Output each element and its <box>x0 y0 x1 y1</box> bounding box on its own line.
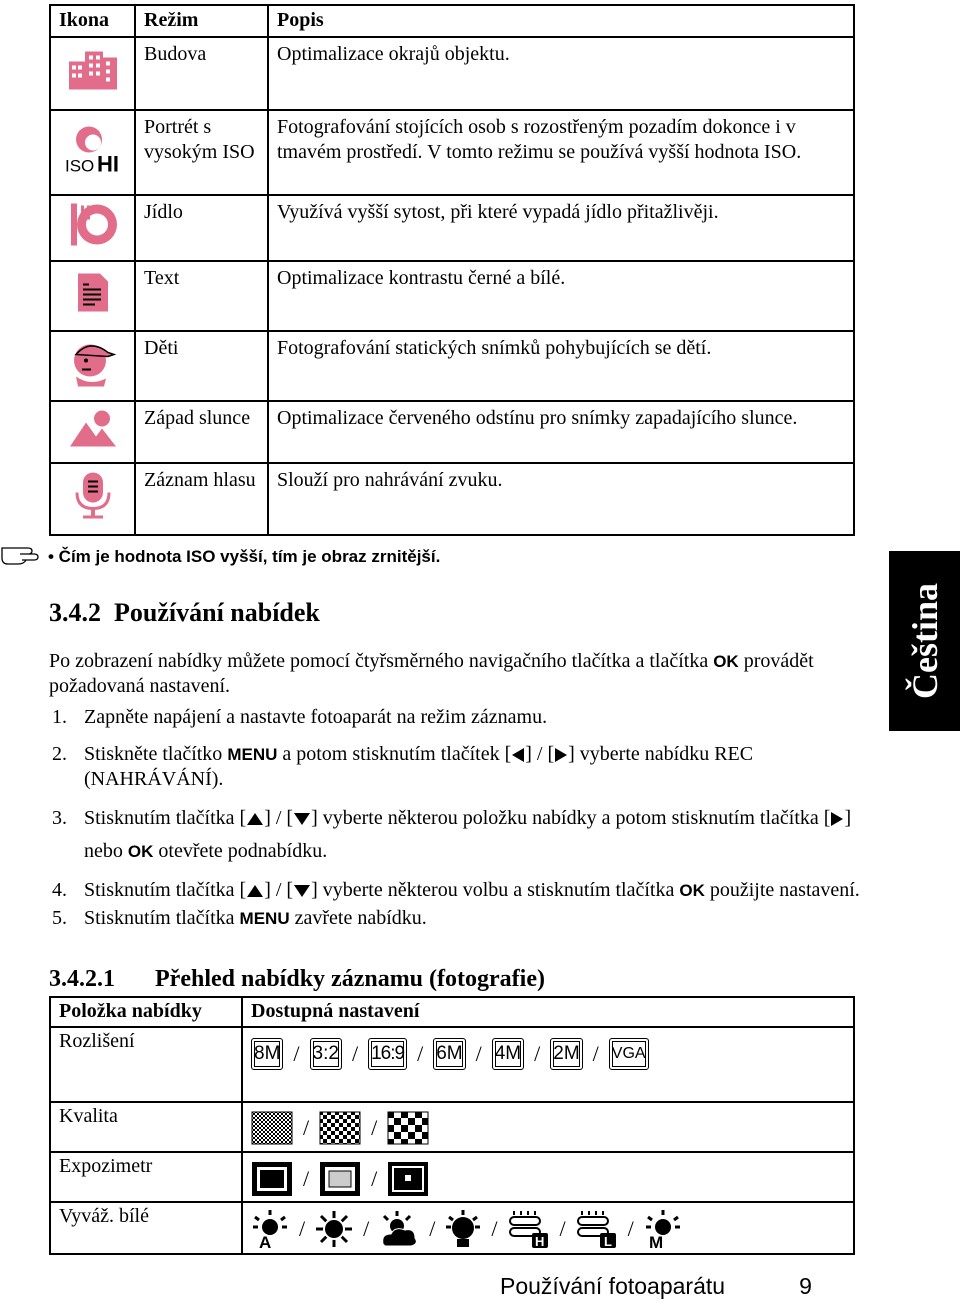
mode-name: Západ slunce <box>135 401 268 463</box>
separator: / <box>559 1216 566 1241</box>
subsection-number: 3.4.2.1 <box>49 966 115 992</box>
separator: / <box>417 1041 424 1066</box>
page-footer <box>500 1273 812 1300</box>
quality-economy-icon <box>387 1111 429 1145</box>
wb-tungsten-icon <box>445 1209 481 1249</box>
separator: / <box>592 1041 599 1066</box>
header-icon: Ikona <box>50 5 135 37</box>
ok-key: OK <box>127 842 154 861</box>
section-title: Používání nabídek <box>114 598 320 627</box>
separator: / <box>303 1166 310 1191</box>
step-text: a potom stisknutím tlačítek [ <box>277 743 512 765</box>
menu-key: MENU <box>239 909 290 928</box>
step-text: zavřete nabídku. <box>289 907 427 929</box>
step-item <box>49 705 869 730</box>
separator: / <box>299 1216 306 1241</box>
separator: / <box>293 1041 300 1066</box>
header-item: Položka nabídky <box>50 997 242 1027</box>
step-text: ] / [ <box>264 807 294 829</box>
mode-icon-cell <box>50 110 135 195</box>
mode-table <box>49 4 855 536</box>
mode-icon-cell <box>50 261 135 331</box>
note-text: • Čím je hodnota ISO vyšší, tím je obraz zrnitější. <box>48 547 441 566</box>
mode-name: Portrét s vysokým ISO <box>135 110 268 195</box>
separator: / <box>475 1041 482 1066</box>
step-item <box>49 742 869 792</box>
page-number: 9 <box>799 1273 812 1299</box>
option-8m: 8M <box>251 1038 283 1070</box>
step-item <box>49 878 869 903</box>
option-vga: VGA <box>609 1038 649 1070</box>
separator: / <box>429 1216 436 1241</box>
mode-desc: Fotografování stojících osob s rozostřeným pozadím dokonce i v tmavém prostředí. V tomto režimu se používá vyšší hodnota ISO. <box>268 110 854 195</box>
svg-text:M: M <box>648 1233 663 1249</box>
mode-desc: Slouží pro nahrávání zvuku. <box>268 463 854 535</box>
right-arrow-icon <box>554 747 568 763</box>
metering-spot-icon <box>387 1161 429 1197</box>
header-desc: Popis <box>268 5 854 37</box>
menu-table <box>49 996 855 1255</box>
menu-item: Rozlišení <box>50 1027 242 1102</box>
option-3-2: 3:2 <box>310 1038 342 1070</box>
language-tab-label: Čeština <box>904 583 945 699</box>
svg-text:HI: HI <box>96 151 119 175</box>
mode-icon-cell <box>50 37 135 110</box>
intro-text: Po zobrazení nabídky můžete pomocí čtyřsměrného navigačního tlačítka a tlačítka <box>49 650 714 672</box>
metering-average-icon <box>251 1161 293 1197</box>
separator: / <box>303 1115 310 1140</box>
svg-text:H: H <box>534 1234 544 1249</box>
child-icon <box>68 339 118 394</box>
separator: / <box>534 1041 541 1066</box>
section-number: 3.4.2 <box>49 598 101 627</box>
option-6m: 6M <box>433 1038 465 1070</box>
wb-manual-icon <box>644 1209 682 1249</box>
step-text: ] nebo <box>84 807 852 862</box>
right-arrow-icon <box>830 811 844 827</box>
svg-text:ISO: ISO <box>64 156 94 175</box>
step-text: ] vyberte některou položku nabídky a potom stisknutím tlačítka [ <box>311 807 831 829</box>
building-icon <box>67 49 119 98</box>
mode-desc: Využívá vyšší sytost, při které vypadá jídlo přitažlivěji. <box>268 195 854 261</box>
separator: / <box>351 1041 359 1066</box>
food-icon <box>67 202 119 255</box>
step-number: 3. <box>52 807 67 829</box>
mode-icon-cell <box>50 331 135 401</box>
header-mode: Režim <box>135 5 268 37</box>
step-text: otevřete podnabídku. <box>153 840 328 862</box>
up-arrow-icon <box>246 884 264 898</box>
mode-name: Děti <box>135 331 268 401</box>
mode-desc: Optimalizace kontrastu černé a bílé. <box>268 261 854 331</box>
step-text: ] vyberte nabídku REC (NAHRÁVÁNÍ). <box>84 743 754 790</box>
header-options: Dostupná nastavení <box>242 997 854 1027</box>
subsection-title: Přehled nabídky záznamu (fotografie) <box>155 966 545 992</box>
separator: / <box>371 1166 378 1191</box>
mode-name: Text <box>135 261 268 331</box>
step-text: ] / [ <box>525 743 555 765</box>
svg-text:L: L <box>603 1234 612 1249</box>
metering-center-icon <box>319 1161 361 1197</box>
mode-desc: Optimalizace červeného odstínu pro snímky zapadajícího slunce. <box>268 401 854 463</box>
step-number: 2. <box>52 743 67 765</box>
step-text: ] vyberte některou volbu a stisknutím tlačítka <box>311 879 680 901</box>
quality-normal-icon <box>319 1111 361 1145</box>
mode-icon-cell <box>50 401 135 463</box>
step-item <box>49 802 869 868</box>
separator: / <box>363 1216 370 1241</box>
option-2m: 2M <box>550 1038 582 1070</box>
iso-portrait-icon <box>65 123 121 182</box>
step-number: 4. <box>52 879 67 901</box>
menu-options <box>242 1102 854 1152</box>
section-heading <box>49 598 320 628</box>
svg-text:A: A <box>259 1233 272 1249</box>
ok-key: OK <box>679 881 705 900</box>
mode-name: Záznam hlasu <box>135 463 268 535</box>
menu-options <box>242 1027 854 1102</box>
mode-desc: Optimalizace okrajů objektu. <box>268 37 854 110</box>
wb-fluorescent-h-icon <box>508 1209 550 1249</box>
option-4m: 4M <box>492 1038 524 1070</box>
mode-name: Budova <box>135 37 268 110</box>
quality-fine-icon <box>251 1111 293 1145</box>
down-arrow-icon <box>293 812 311 826</box>
microphone-icon <box>73 471 113 528</box>
step-text: Zapněte napájení a nastavte fotoaparát na režim záznamu. <box>84 706 548 728</box>
wb-daylight-icon <box>315 1210 353 1248</box>
step-text: Stisknutím tlačítka <box>84 907 240 929</box>
menu-item: Kvalita <box>50 1102 242 1152</box>
wb-cloudy-icon <box>379 1210 419 1248</box>
mode-icon-cell <box>50 463 135 535</box>
steps-list <box>49 705 869 931</box>
menu-key: MENU <box>227 745 278 764</box>
separator: / <box>491 1216 498 1241</box>
step-number: 5. <box>52 907 67 929</box>
step-item <box>49 906 869 931</box>
menu-options <box>242 1152 854 1202</box>
menu-options <box>242 1202 854 1254</box>
mode-desc: Fotografování statických snímků pohybujících se dětí. <box>268 331 854 401</box>
mode-icon-cell <box>50 195 135 261</box>
mode-name: Jídlo <box>135 195 268 261</box>
up-arrow-icon <box>246 812 264 826</box>
step-text: Stisknutím tlačítka [ <box>84 879 247 901</box>
left-arrow-icon <box>511 747 525 763</box>
step-text: ] / [ <box>264 879 294 901</box>
option-16-9: 16:9 <box>368 1038 407 1070</box>
wb-auto-icon <box>251 1209 289 1249</box>
down-arrow-icon <box>293 884 311 898</box>
sunset-icon <box>68 409 118 456</box>
intro-text-2: provádět požadovaná nastavení. <box>49 650 814 697</box>
intro-paragraph <box>49 649 849 699</box>
text-document-icon <box>76 272 110 321</box>
step-number: 1. <box>52 706 67 728</box>
step-text: použijte nastavení. <box>704 879 860 901</box>
step-text: Stisknutím tlačítka [ <box>84 807 247 829</box>
language-tab <box>889 551 960 731</box>
menu-item: Expozimetr <box>50 1152 242 1202</box>
menu-item: Vyváž. bílé <box>50 1202 242 1254</box>
ok-key: OK <box>713 652 739 671</box>
footer-title: Používání fotoaparátu <box>500 1273 726 1299</box>
separator: / <box>371 1115 378 1140</box>
subsection-heading <box>49 966 545 993</box>
separator: / <box>627 1216 634 1241</box>
wb-fluorescent-l-icon <box>576 1209 618 1249</box>
step-text: Stiskněte tlačítko <box>84 743 228 765</box>
